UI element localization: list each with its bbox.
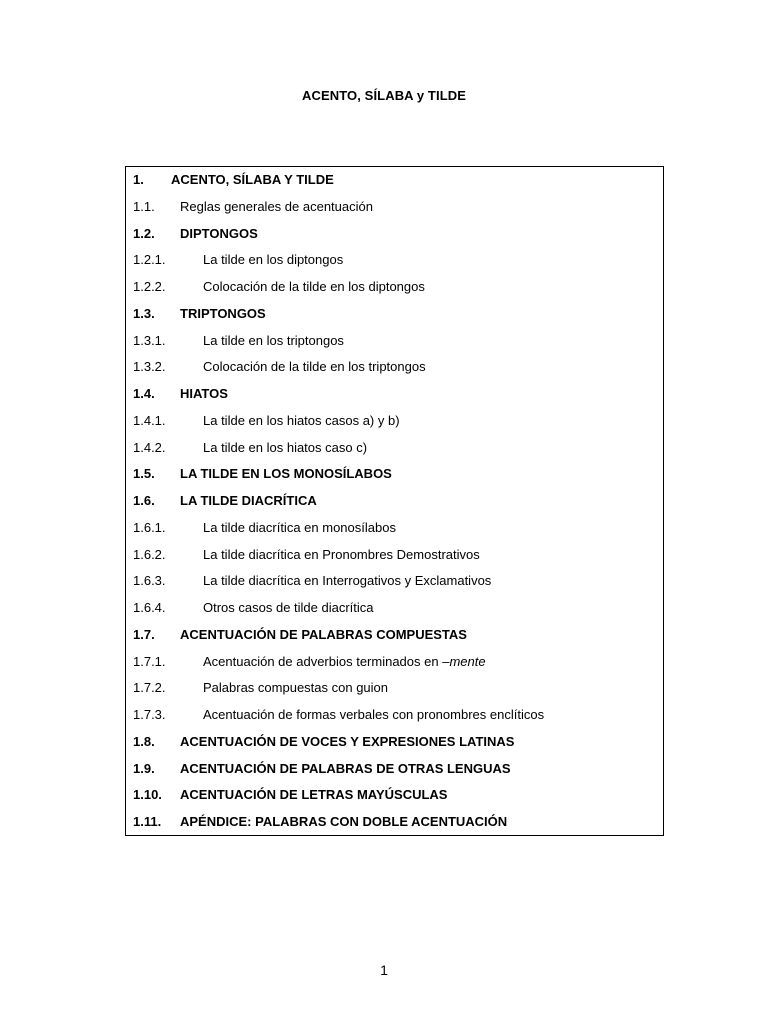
toc-entry <box>126 491 663 518</box>
toc-entry-title <box>180 625 467 645</box>
toc-entry <box>126 812 663 839</box>
toc-entry <box>126 571 663 598</box>
toc-entry-title <box>203 705 544 725</box>
toc-entry-number: 1.7.3. <box>133 707 166 722</box>
toc-entry <box>126 652 663 679</box>
toc-entry-number: 1.5. <box>133 466 155 482</box>
toc-entry-title-text: Acentuación de formas verbales con pronombres enclíticos <box>203 707 545 722</box>
toc-entry-title <box>180 464 392 484</box>
toc-entry-title <box>203 598 374 618</box>
toc-entry-number: 1.6. <box>133 493 155 508</box>
toc-entry-number: 1.3. <box>133 305 155 321</box>
toc-entry <box>126 732 663 759</box>
toc-entry-title-text: LA TILDE EN LOS MONOSÍLABOS <box>180 466 392 482</box>
toc-entry-title-text: La tilde diacrítica en monosílabos <box>203 519 396 535</box>
toc-entry-title-text: Palabras compuestas con guion <box>203 680 389 696</box>
toc-entry-title-text: ACENTUACIÓN DE PALABRAS DE OTRAS LENGUAS <box>180 760 511 776</box>
toc-entry-title-text: Otros casos de tilde diacrítica <box>203 600 374 615</box>
toc-entry-title <box>203 571 491 591</box>
toc-entry-number: 1.9. <box>133 760 155 776</box>
toc-entry <box>126 304 663 331</box>
toc-entry-title-text: HIATOS <box>180 386 228 401</box>
toc-entry-number: 1.4. <box>133 386 155 401</box>
toc-entry-title <box>203 357 426 377</box>
toc-entry-number: 1.7. <box>133 626 155 642</box>
toc-entry-number: 1.7.1. <box>133 653 166 669</box>
toc-entry <box>126 438 663 465</box>
toc-entry-title-text: Colocación de la tilde en los diptongos <box>203 279 425 294</box>
toc-entry <box>126 518 663 545</box>
toc-entry-title-text: La tilde en los triptongos <box>203 332 344 348</box>
toc-entry-number: 1.6.4. <box>133 600 166 615</box>
toc-entry-title-text: ACENTUACIÓN DE VOCES Y EXPRESIONES LATINAS <box>180 733 515 749</box>
toc-entry-title <box>203 277 425 297</box>
toc-entry-number: 1.4.1. <box>133 412 166 428</box>
toc-entry-title-emphasis: –mente <box>442 653 486 669</box>
toc-entry-title-text: APÉNDICE: PALABRAS CON DOBLE ACENTUACIÓN <box>180 814 508 829</box>
toc-entry-title <box>180 224 258 244</box>
toc-entry-title-text: Colocación de la tilde en los triptongos <box>203 359 426 375</box>
toc-entry-number: 1.1. <box>133 198 155 214</box>
toc-entry-number: 1. <box>133 172 144 187</box>
toc-entry <box>126 331 663 358</box>
toc-entry <box>126 250 663 277</box>
toc-entry <box>126 678 663 705</box>
toc-entry-number: 1.4.2. <box>133 439 166 455</box>
toc-entry <box>126 625 663 652</box>
toc-entry-title-text: La tilde en los hiatos casos a) y b) <box>203 412 400 428</box>
toc-entry <box>126 357 663 384</box>
toc-entry-title-text: DIPTONGOS <box>180 225 258 241</box>
toc-entry <box>126 759 663 786</box>
toc-entry-title-text: ACENTO, SÍLABA Y TILDE <box>171 172 334 187</box>
toc-entry-number: 1.2.1. <box>133 252 166 268</box>
toc-entry <box>126 197 663 224</box>
toc-entry-number: 1.3.1. <box>133 332 166 348</box>
toc-entry <box>126 170 663 197</box>
toc-entry-number: 1.2. <box>133 225 155 241</box>
toc-entry-title <box>180 197 373 217</box>
toc-entry-number: 1.11. <box>133 814 162 829</box>
toc-entry-title <box>180 491 317 511</box>
toc-entry-title-text: La tilde en los hiatos caso c) <box>203 439 368 455</box>
toc-entry-title-text: LA TILDE DIACRÍTICA <box>180 493 317 508</box>
toc-entry-number: 1.6.3. <box>133 573 166 589</box>
toc-entry-number: 1.6.2. <box>133 546 166 562</box>
page-number: 1 <box>380 962 388 978</box>
toc-entry <box>126 464 663 491</box>
toc-entry-number: 1.3.2. <box>133 359 166 375</box>
toc-entry <box>126 411 663 438</box>
table-of-contents <box>125 166 664 836</box>
toc-entry-title-text: La tilde en los diptongos <box>203 252 344 268</box>
toc-entry-title <box>203 678 388 698</box>
toc-entry <box>126 277 663 304</box>
toc-entry-title <box>180 812 507 832</box>
toc-entry-number: 1.7.2. <box>133 680 166 696</box>
toc-entry <box>126 705 663 732</box>
toc-entry-title <box>203 250 343 270</box>
toc-entry <box>126 384 663 411</box>
toc-entry-title <box>180 304 266 324</box>
toc-entry-title <box>203 545 480 565</box>
toc-entry-title-text: La tilde diacrítica en Interrogativos y Exclamativos <box>203 573 492 589</box>
toc-entry-title-text: Acentuación de adverbios terminados en <box>203 653 443 669</box>
toc-entry <box>126 598 663 625</box>
toc-entry-title <box>180 759 511 779</box>
toc-entry-title <box>203 652 486 672</box>
toc-entry-number: 1.8. <box>133 733 155 749</box>
toc-entry-title <box>203 411 400 431</box>
toc-entry-title <box>203 518 396 538</box>
toc-entry <box>126 545 663 572</box>
toc-entry-number: 1.10. <box>133 787 162 803</box>
toc-entry-title <box>171 170 334 190</box>
toc-entry-title-text: La tilde diacrítica en Pronombres Demostrativos <box>203 546 480 562</box>
toc-entry-number: 1.2.2. <box>133 279 166 294</box>
toc-entry <box>126 224 663 251</box>
toc-entry-title <box>180 384 228 404</box>
toc-entry-title <box>180 732 514 752</box>
toc-entry <box>126 785 663 812</box>
toc-entry-title-text: ACENTUACIÓN DE LETRAS MAYÚSCULAS <box>180 787 448 803</box>
toc-entry-title-text: ACENTUACIÓN DE PALABRAS COMPUESTAS <box>180 626 467 642</box>
toc-entry-title-text: Reglas generales de acentuación <box>180 198 373 214</box>
toc-entry-title-text: TRIPTONGOS <box>180 305 266 321</box>
toc-entry-title <box>203 331 344 351</box>
toc-entry-title <box>203 438 367 458</box>
toc-entry-number: 1.6.1. <box>133 519 166 535</box>
page-title: ACENTO, SÍLABA y TILDE <box>302 88 466 103</box>
toc-entry-title <box>180 785 447 805</box>
toc-list <box>126 170 663 839</box>
